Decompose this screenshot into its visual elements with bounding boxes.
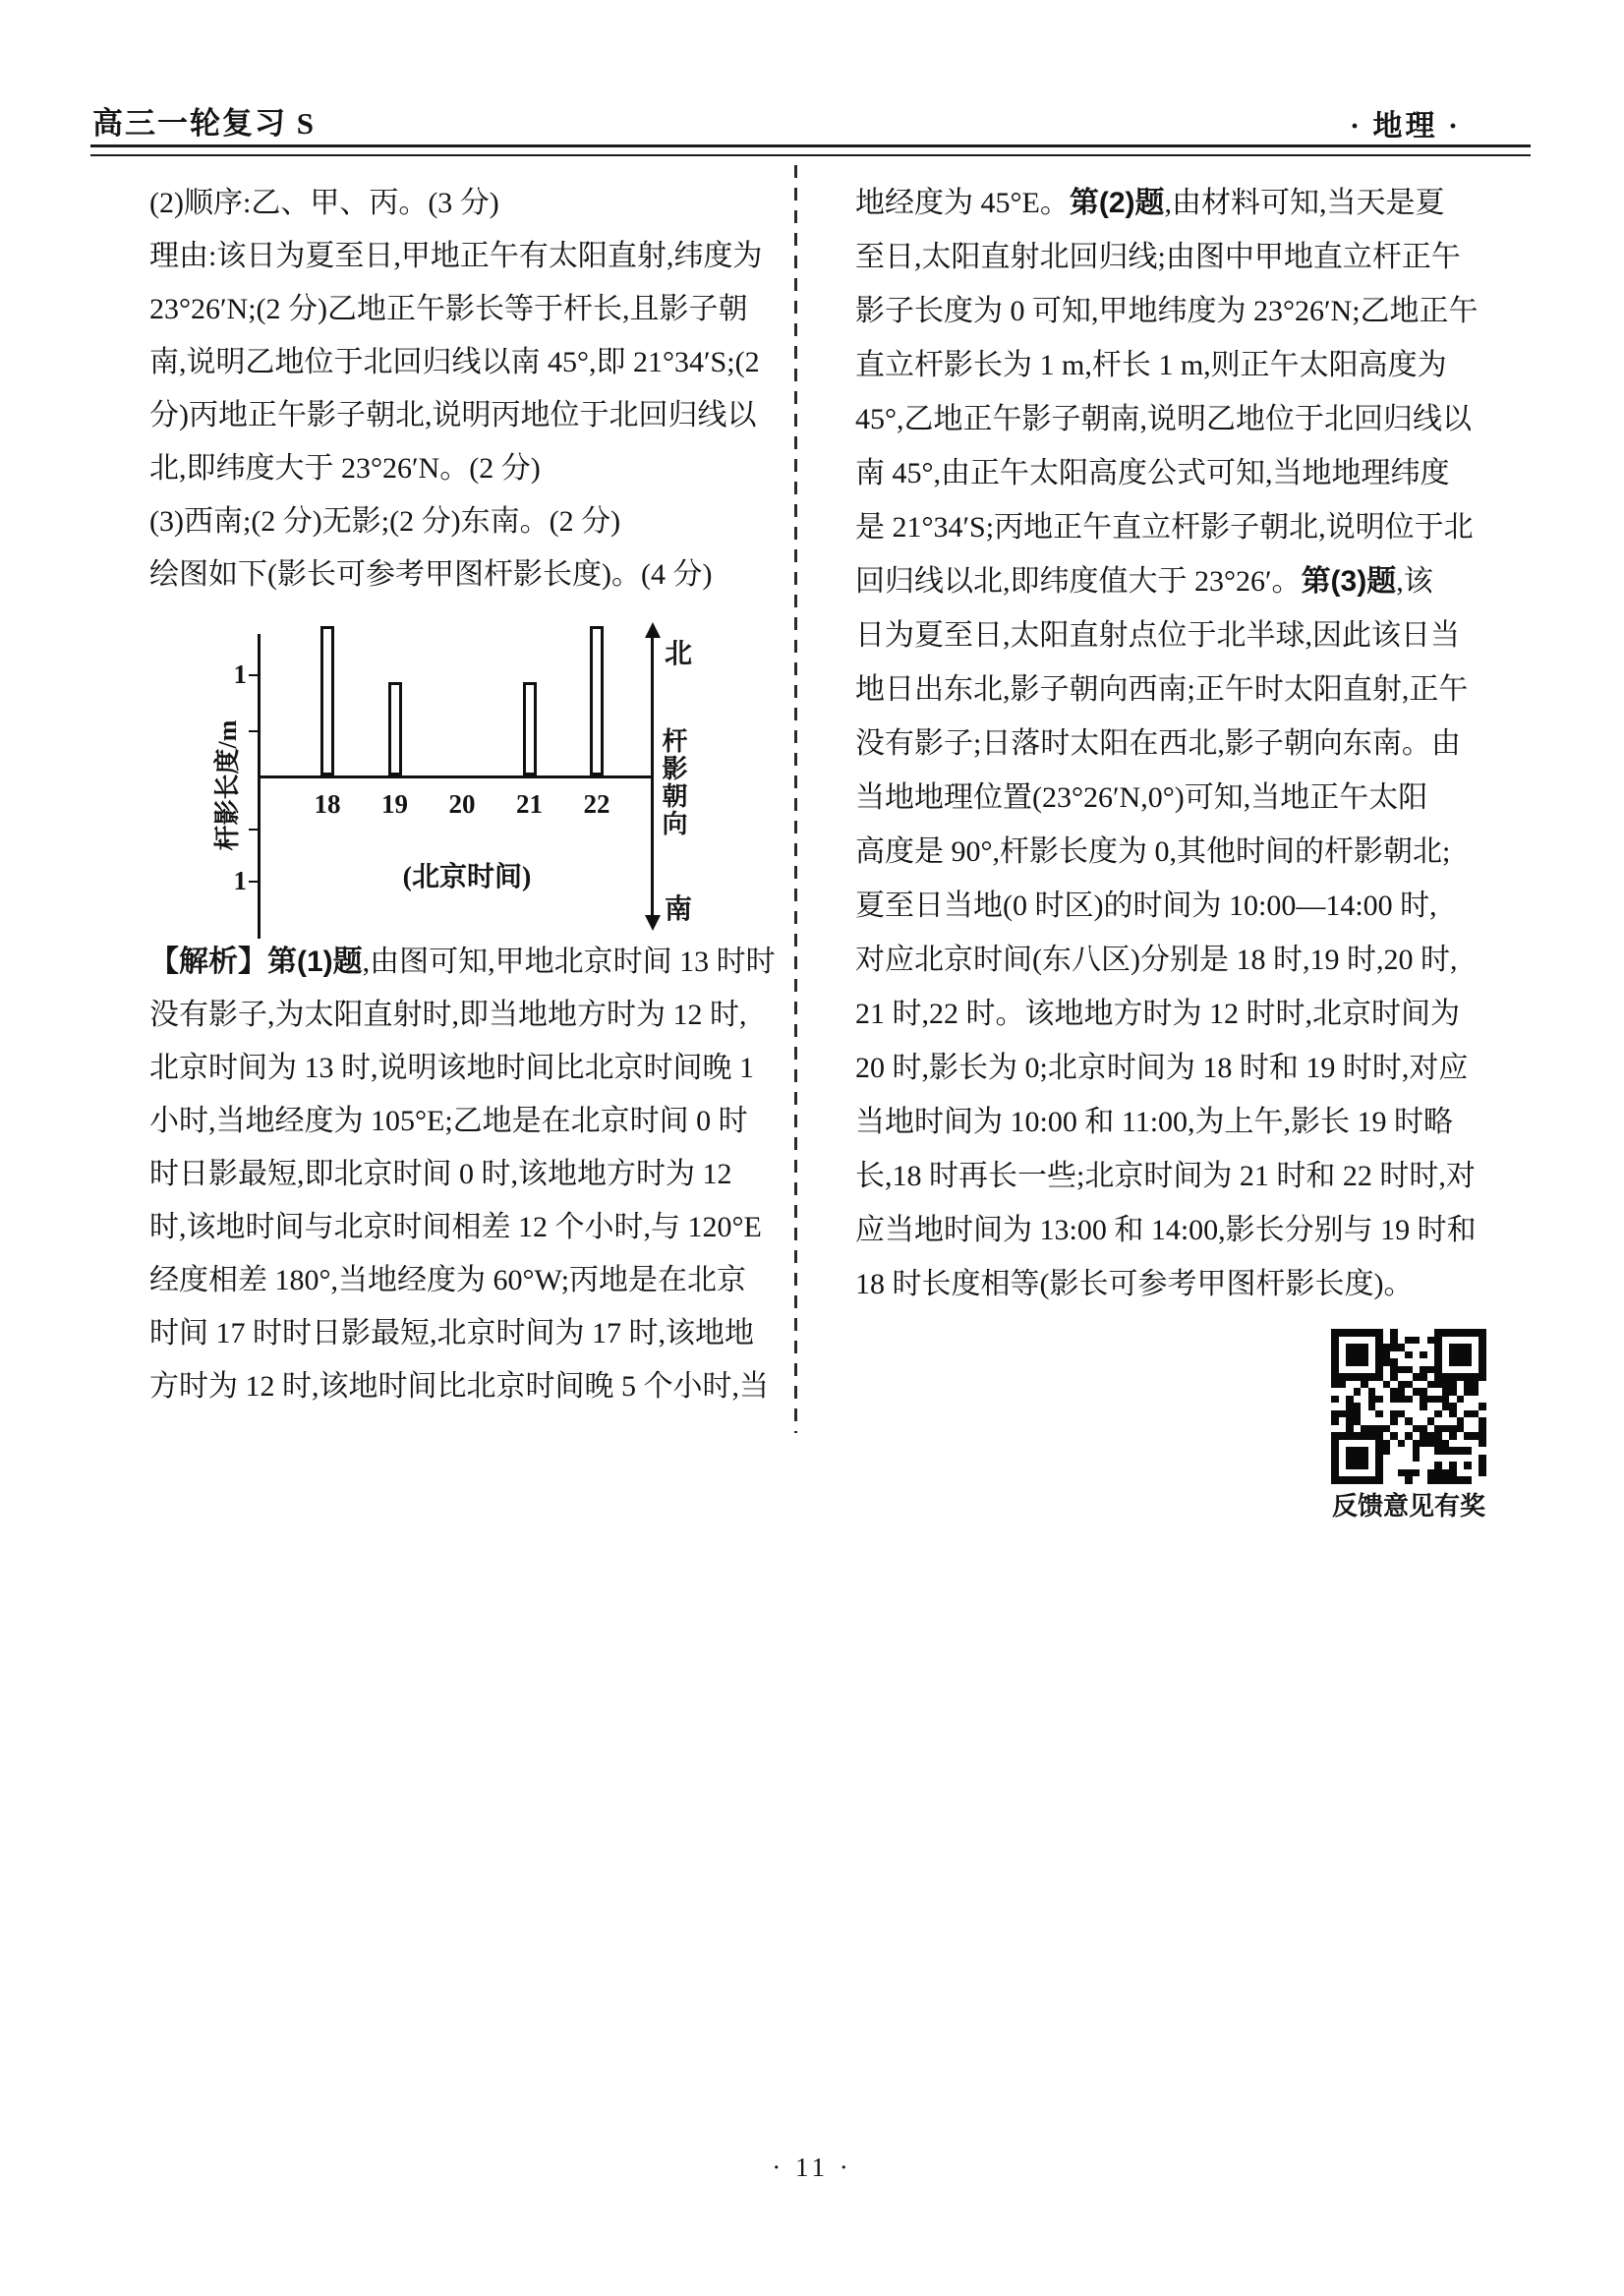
- north-arrowhead-icon: [645, 622, 661, 638]
- text-line: 没有影子;日落时太阳在西北,影子朝向东南。由: [855, 727, 1461, 760]
- text-line: (2)顺序:乙、甲、丙。(3 分): [149, 187, 499, 219]
- x-tick-label: 19: [381, 789, 408, 819]
- direction-arrow-line: [651, 636, 654, 917]
- right-column-text-block: [855, 176, 1536, 1311]
- shadow-length-chart: [128, 604, 718, 948]
- text-line: 当地地理位置(23°26′N,0°)可知,当地正午太阳: [855, 781, 1428, 814]
- qr-caption: 反馈意见有奖: [1331, 1491, 1485, 1521]
- x-tick-label: 22: [583, 789, 610, 819]
- text-line: 时间 17 时时日影最短,北京时间为 17 时,该地地: [149, 1317, 754, 1349]
- text-line: 高度是 90°,杆影长度为 0,其他时间的杆影朝北;: [855, 835, 1451, 868]
- text-line: 绘图如下(影长可参考甲图杆影长度)。(4 分): [149, 558, 713, 591]
- y-tick: [249, 881, 259, 883]
- text-line: 北京时间为 13 时,说明该地时间比北京时间晚 1: [149, 1052, 754, 1084]
- header-subject: · 地理 ·: [1350, 110, 1462, 143]
- chart-y-axis-label: 杆影长度/m: [213, 719, 242, 851]
- y-tick-label-top: 1: [233, 660, 247, 689]
- shadow-bar: [388, 682, 402, 775]
- text-line: 日为夏至日,太阳直射点位于北半球,因此该日当: [855, 619, 1460, 652]
- text-line: 影子长度为 0 可知,甲地纬度为 23°26′N;乙地正午: [855, 295, 1479, 327]
- text-line: 地日出东北,影子朝向西南;正午时太阳直射,正午: [855, 673, 1469, 706]
- text-line: 至日,太阳直射北回归线;由图中甲地直立杆正午: [855, 241, 1461, 273]
- text-line: 夏至日当地(0 时区)的时间为 10:00—14:00 时,: [855, 890, 1437, 922]
- text-line: 长,18 时再长一些;北京时间为 21 时和 22 时时,对: [855, 1160, 1476, 1192]
- text-line: 是 21°34′S;丙地正午直立杆影子朝北,说明位于北: [855, 511, 1474, 544]
- text-line: 18 时长度相等(影长可参考甲图杆影长度)。: [855, 1268, 1414, 1300]
- text-line: 理由:该日为夏至日,甲地正午有太阳直射,纬度为: [149, 240, 763, 272]
- column-divider-dashed: [794, 165, 797, 1433]
- shadow-bar: [590, 626, 604, 775]
- text-line: 经度相差 180°,当地经度为 60°W;丙地是在北京: [149, 1264, 747, 1296]
- direction-north-label: 北: [665, 639, 693, 669]
- text-line: 没有影子,为太阳直射时,即当地地方时为 12 时,: [149, 999, 747, 1031]
- header-double-rule: [90, 144, 1531, 156]
- text-line: 20 时,影长为 0;北京时间为 18 时和 19 时时,对应: [855, 1052, 1469, 1084]
- y-tick: [249, 730, 259, 732]
- text-line: 对应北京时间(东八区)分别是 18 时,19 时,20 时,: [855, 944, 1458, 976]
- answer-text-block: [149, 177, 771, 602]
- header-title: 高三一轮复习 S: [92, 106, 316, 141]
- text-line: 回归线以北,即纬度值大于 23°26′。第(3)题,该: [855, 565, 1433, 598]
- text-line: 【解析】第(1)题,由图可知,甲地北京时间 13 时时: [149, 946, 776, 978]
- x-tick-label: 20: [448, 789, 476, 819]
- chart-x-axis: [258, 775, 651, 778]
- text-line: 地经度为 45°E。第(2)题,由材料可知,当天是夏: [855, 187, 1445, 219]
- text-line: 南,说明乙地位于北回归线以南 45°,即 21°34′S;(2: [149, 346, 760, 378]
- text-line: 21 时,22 时。该地地方时为 12 时时,北京时间为: [855, 998, 1460, 1030]
- text-line: 北,即纬度大于 23°26′N。(2 分): [149, 452, 541, 485]
- text-line: 南 45°,由正午太阳高度公式可知,当地地理纬度: [855, 457, 1450, 489]
- text-line: 分)丙地正午影子朝北,说明丙地位于北回归线以: [149, 399, 757, 431]
- text-line: 时日影最短,即北京时间 0 时,该地地方时为 12: [149, 1158, 732, 1190]
- text-line: 当地时间为 10:00 和 11:00,为上午,影长 19 时略: [855, 1106, 1454, 1138]
- text-line: (3)西南;(2 分)无影;(2 分)东南。(2 分): [149, 505, 621, 538]
- text-line: 应当地时间为 13:00 和 14:00,影长分别与 19 时和: [855, 1214, 1477, 1246]
- south-arrowhead-icon: [645, 915, 661, 931]
- x-tick-label: 18: [314, 789, 341, 819]
- x-tick-label: 21: [516, 789, 543, 819]
- y-tick-label-bottom: 1: [233, 866, 247, 895]
- y-tick: [249, 674, 259, 676]
- text-line: 直立杆影长为 1 m,杆长 1 m,则正午太阳高度为: [855, 349, 1447, 381]
- qr-code: [1331, 1329, 1486, 1484]
- text-line: 45°,乙地正午影子朝南,说明乙地位于北回归线以: [855, 403, 1472, 435]
- chart-x-axis-label: (北京时间): [402, 862, 532, 892]
- text-line: 小时,当地经度为 105°E;乙地是在北京时间 0 时: [149, 1105, 748, 1137]
- shadow-bar: [320, 626, 334, 775]
- direction-south-label: 南: [665, 894, 693, 925]
- analysis-text-block: [149, 936, 776, 1413]
- shadow-direction-axis-label: 杆影朝向: [659, 727, 687, 837]
- text-line: 时,该地时间与北京时间相差 12 个小时,与 120°E: [149, 1211, 762, 1243]
- y-tick: [249, 829, 259, 831]
- shadow-bar: [523, 682, 537, 775]
- chart-y-axis: [258, 634, 261, 939]
- page-number: · 11 ·: [772, 2152, 852, 2182]
- text-line: 方时为 12 时,该地时间比北京时间晚 5 个小时,当: [149, 1370, 769, 1403]
- text-line: 23°26′N;(2 分)乙地正午影长等于杆长,且影子朝: [149, 293, 748, 325]
